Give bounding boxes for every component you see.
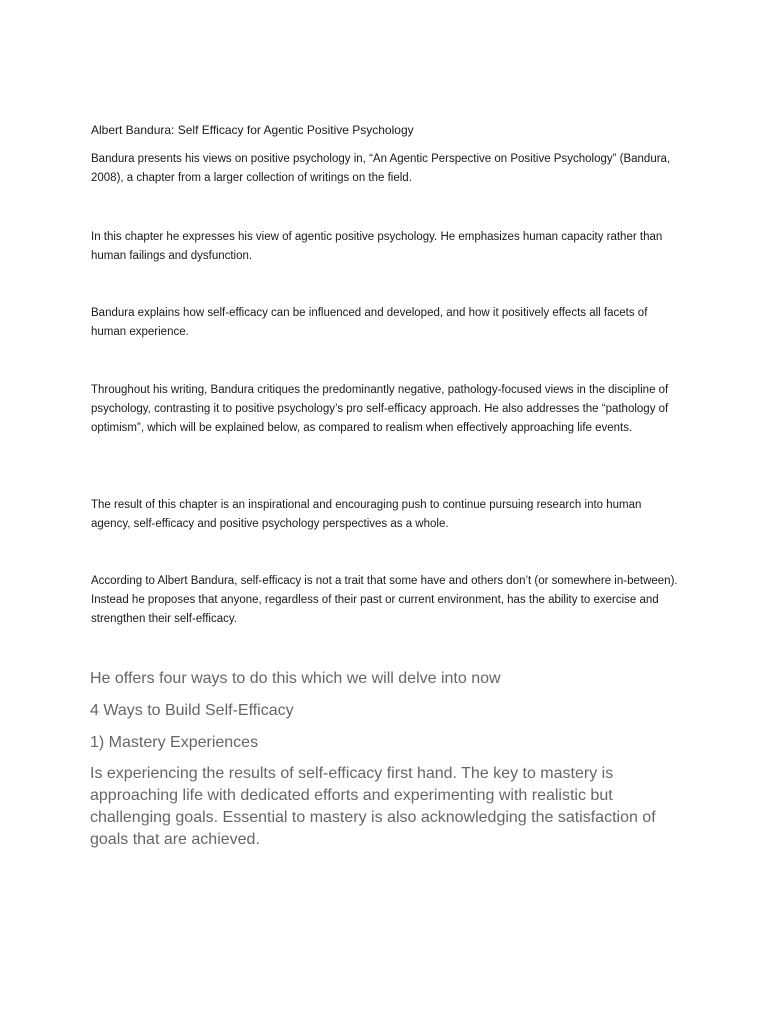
paragraph-6: According to Albert Bandura, self-efficacy is not a trait that some have and others don’t (or somewhere in-between). Instead he proposes that anyone, regardless of their past or current environment, has the ability to exercise and strengthen their self-efficacy. <box>91 575 678 625</box>
subsection-body: Is experiencing the results of self-efficacy first hand. The key to mastery is approaching life with dedicated efforts and experimenting with realistic but challenging goals. Essential to mastery is also acknowledging the satisfaction of goals that are achieved. <box>90 765 656 848</box>
paragraph-4: Throughout his writing, Bandura critiques the predominantly negative, pathology-focused views in the discipline of psychology, contrasting it to positive psychology’s pro self-efficacy approach. He also addresses the “pathology of optimism”, which will be explained below, as compared to realism when effectively approaching life events. <box>91 384 669 434</box>
intro-line: He offers four ways to do this which we will delve into now <box>90 670 501 687</box>
document-title: Albert Bandura: Self Efficacy for Agentic Positive Psychology <box>91 123 414 137</box>
subsection-heading: 1) Mastery Experiences <box>90 734 259 751</box>
paragraph-3: Bandura explains how self-efficacy can be influenced and developed, and how it positively effects all facets of human experience. <box>91 307 648 338</box>
paragraph-5: The result of this chapter is an inspirational and encouraging push to continue pursuing research into human agency, self-efficacy and positive psychology perspectives as a whole. <box>91 499 642 530</box>
paragraph-2: In this chapter he expresses his view of agentic positive psychology. He emphasizes human capacity rather than human failings and dysfunction. <box>91 231 663 262</box>
section-heading: 4 Ways to Build Self-Efficacy <box>90 702 294 719</box>
paragraph-1: Bandura presents his views on positive psychology in, “An Agentic Perspective on Positive Psychology” (Bandura, 2008), a chapter from a larger collection of writings on the field. <box>91 153 671 184</box>
